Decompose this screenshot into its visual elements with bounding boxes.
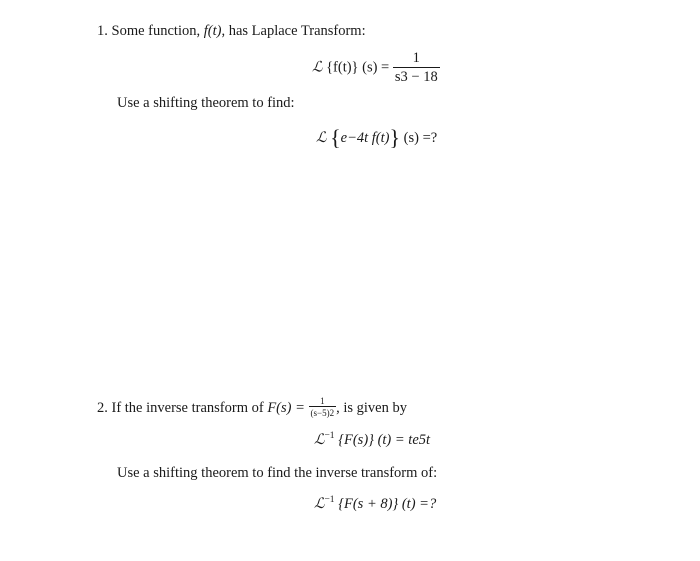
problem-2-eq2-body: {F(s + 8)} (t) =?: [338, 496, 437, 512]
problem-2-given-equation: [314, 432, 430, 449]
problem-1-statement: [97, 23, 366, 40]
problem-1-eq1-lhs: {f(t)} (s) =: [326, 59, 390, 76]
problem-2-F-eq: F(s) =: [267, 400, 305, 416]
problem-1-eq1-fraction: [393, 50, 440, 86]
problem-1-given-equation: [312, 50, 440, 86]
problem-2-number: 2.: [97, 400, 108, 416]
inverse-superscript: −1: [324, 431, 335, 441]
problem-1-eq2-tail: (s) =?: [403, 130, 438, 146]
problem-1-target-equation: [316, 125, 437, 151]
right-brace: }: [389, 125, 401, 150]
laplace-symbol: ℒ: [316, 130, 327, 146]
problem-2-target-equation: [314, 496, 436, 513]
problem-2-fraction-denominator: (s−5)2: [310, 408, 335, 418]
problem-1-intro-end: , has Laplace Transform:: [221, 23, 366, 39]
problem-1-exponential: e−4t: [340, 130, 369, 146]
problem-2-fraction: [309, 396, 337, 418]
left-brace: {: [330, 125, 341, 150]
problem-1-eq1-numerator: 1: [412, 50, 420, 66]
problem-1-intro: Some function,: [111, 23, 201, 39]
problem-2-eq1-body: {F(s)} (t) = te5t: [338, 432, 431, 448]
problem-2-instruction: Use a shifting theorem to find the inverse transform of:: [117, 465, 438, 481]
laplace-symbol: ℒ: [312, 59, 323, 76]
inverse-superscript: −1: [324, 495, 335, 505]
problem-2-intro: If the inverse transform of: [111, 400, 264, 416]
laplace-symbol: ℒ: [314, 432, 325, 448]
problem-1-number: 1.: [97, 23, 108, 39]
problem-2-fraction-numerator: 1: [320, 396, 325, 406]
problem-1-eq2-function: f(t): [371, 130, 390, 146]
problem-1-eq1-denominator: s3 − 18: [394, 69, 438, 85]
problem-1-instruction: Use a shifting theorem to find:: [117, 95, 295, 111]
problem-2-statement: [97, 396, 407, 418]
laplace-symbol: ℒ: [314, 496, 325, 512]
problem-2-intro-end: , is given by: [336, 400, 407, 416]
problem-1-function: f(t): [203, 23, 222, 39]
